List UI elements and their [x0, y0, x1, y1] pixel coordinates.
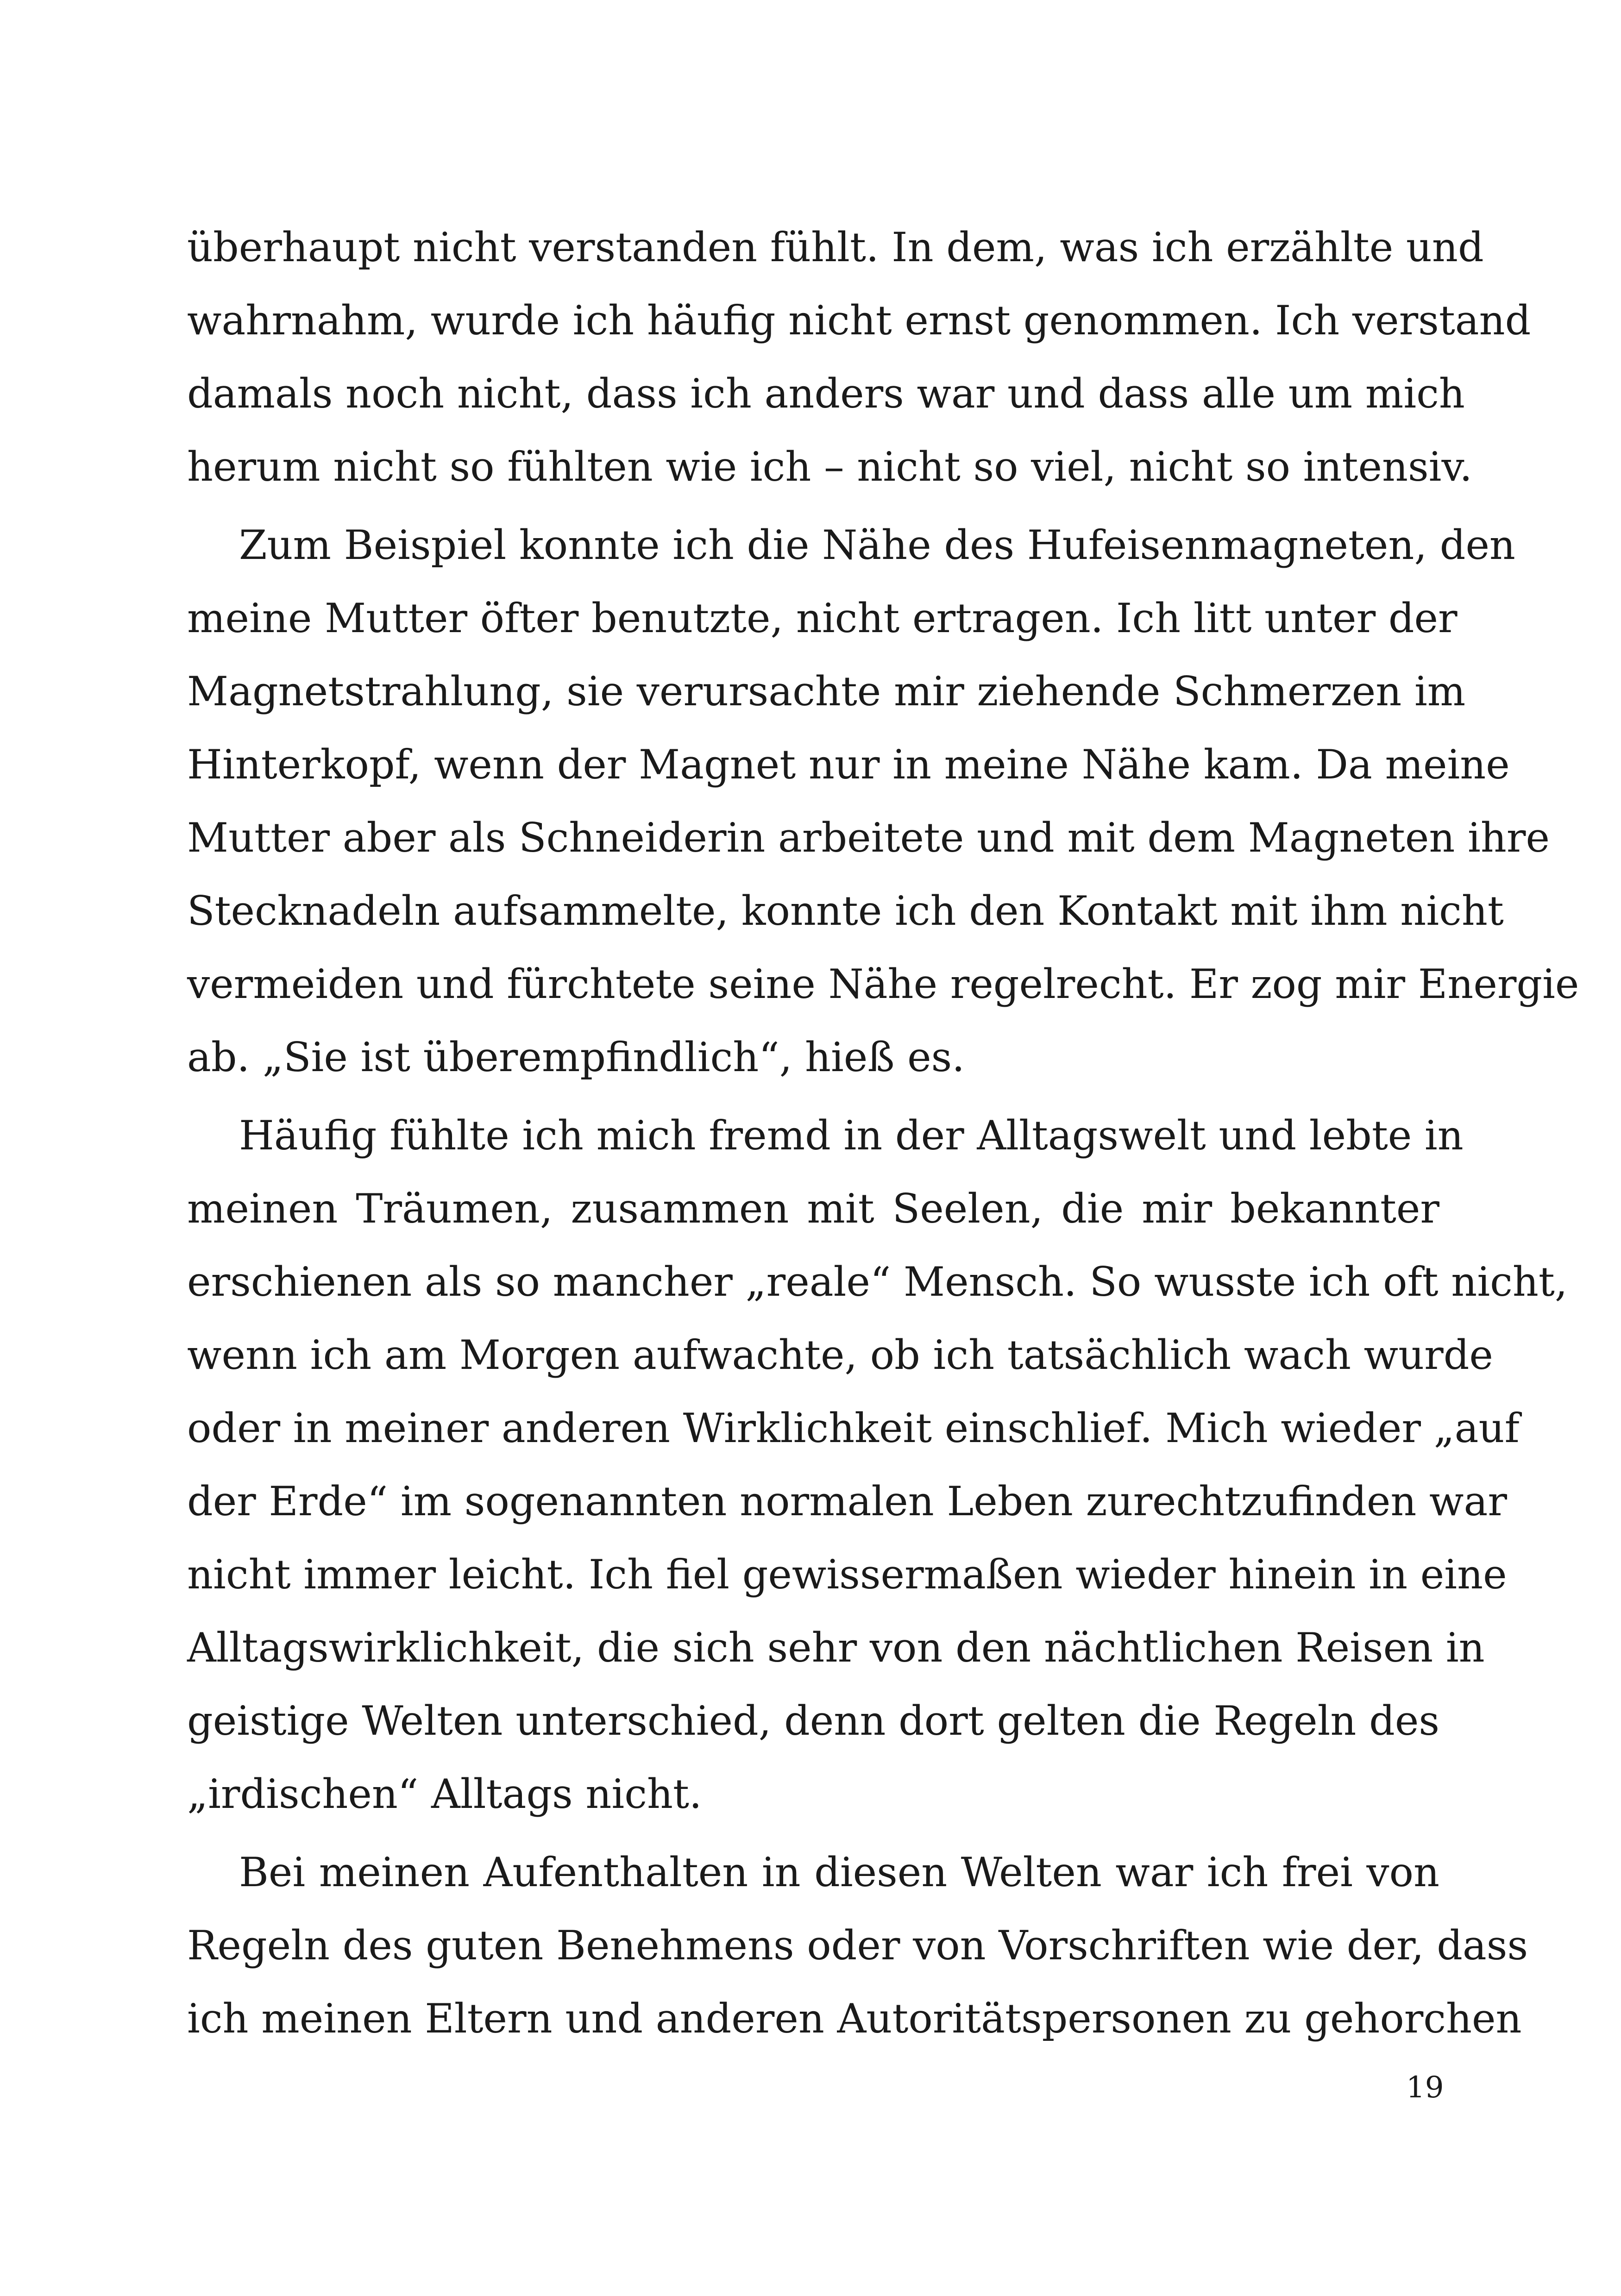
- text-line: wenn ich am Morgen aufwachte, ob ich tatsächlich wach wurde: [187, 1331, 1493, 1379]
- paragraph: [187, 508, 1579, 1094]
- paragraph: [187, 1099, 1568, 1831]
- text-line: Regeln des guten Benehmens oder von Vorschriften wie der, dass: [187, 1922, 1528, 1969]
- text-line: vermeiden und fürchtete seine Nähe regelrecht. Er zog mir Energie: [187, 960, 1579, 1008]
- text-line: Magnetstrahlung, sie verursachte mir ziehende Schmerzen im: [187, 668, 1466, 715]
- text-line: herum nicht so fühlten wie ich – nicht so viel, nicht so intensiv.: [187, 443, 1472, 490]
- text-line: damals noch nicht, dass ich anders war und dass alle um mich: [187, 370, 1465, 417]
- text-line: der Erde“ im sogenannten normalen Leben zurechtzufinden war: [187, 1478, 1507, 1525]
- text-line: Bei meinen Aufenthalten in diesen Welten war ich frei von: [239, 1849, 1439, 1896]
- text-line: Häufig fühlte ich mich fremd in der Alltagswelt und lebte in: [239, 1112, 1464, 1159]
- text-line: nicht immer leicht. Ich fiel gewissermaßen wieder hinein in eine: [187, 1551, 1507, 1598]
- paragraph: [187, 1836, 1528, 2055]
- text-line: „irdischen“ Alltags nicht.: [187, 1770, 702, 1818]
- page-number: 19: [1406, 2070, 1444, 2105]
- text-line: meinen Träumen, zusammen mit Seelen, die mir bekannter: [187, 1185, 1439, 1232]
- text-line: ab. „Sie ist überempfindlich“, hieß es.: [187, 1034, 965, 1081]
- text-line: erschienen als so mancher „reale“ Mensch. So wusste ich oft nicht,: [187, 1258, 1568, 1305]
- text-line: meine Mutter öfter benutzte, nicht ertragen. Ich litt unter der: [187, 595, 1458, 642]
- text-line: ich meinen Eltern und anderen Autoritätspersonen zu gehorchen: [187, 1995, 1522, 2042]
- text-line: überhaupt nicht verstanden fühlt. In dem, was ich erzählte und: [187, 224, 1484, 271]
- text-line: Alltagswirklichkeit, die sich sehr von den nächtlichen Reisen in: [187, 1624, 1485, 1671]
- text-line: geistige Welten unterschied, denn dort gelten die Regeln des: [187, 1697, 1439, 1744]
- text-line: wahrnahm, wurde ich häufig nicht ernst genommen. Ich verstand: [187, 297, 1531, 344]
- text-line: oder in meiner anderen Wirklichkeit einschlief. Mich wieder „auf: [187, 1405, 1520, 1452]
- paragraph: [187, 211, 1531, 503]
- body-text: [187, 211, 1579, 2055]
- text-line: Mutter aber als Schneiderin arbeitete und mit dem Magneten ihre: [187, 814, 1550, 861]
- text-line: Stecknadeln aufsammelte, konnte ich den Kontakt mit ihm nicht: [187, 887, 1504, 935]
- text-line: Hinterkopf, wenn der Magnet nur in meine Nähe kam. Da meine: [187, 741, 1510, 788]
- text-line: Zum Beispiel konnte ich die Nähe des Hufeisenmagneten, den: [239, 521, 1515, 569]
